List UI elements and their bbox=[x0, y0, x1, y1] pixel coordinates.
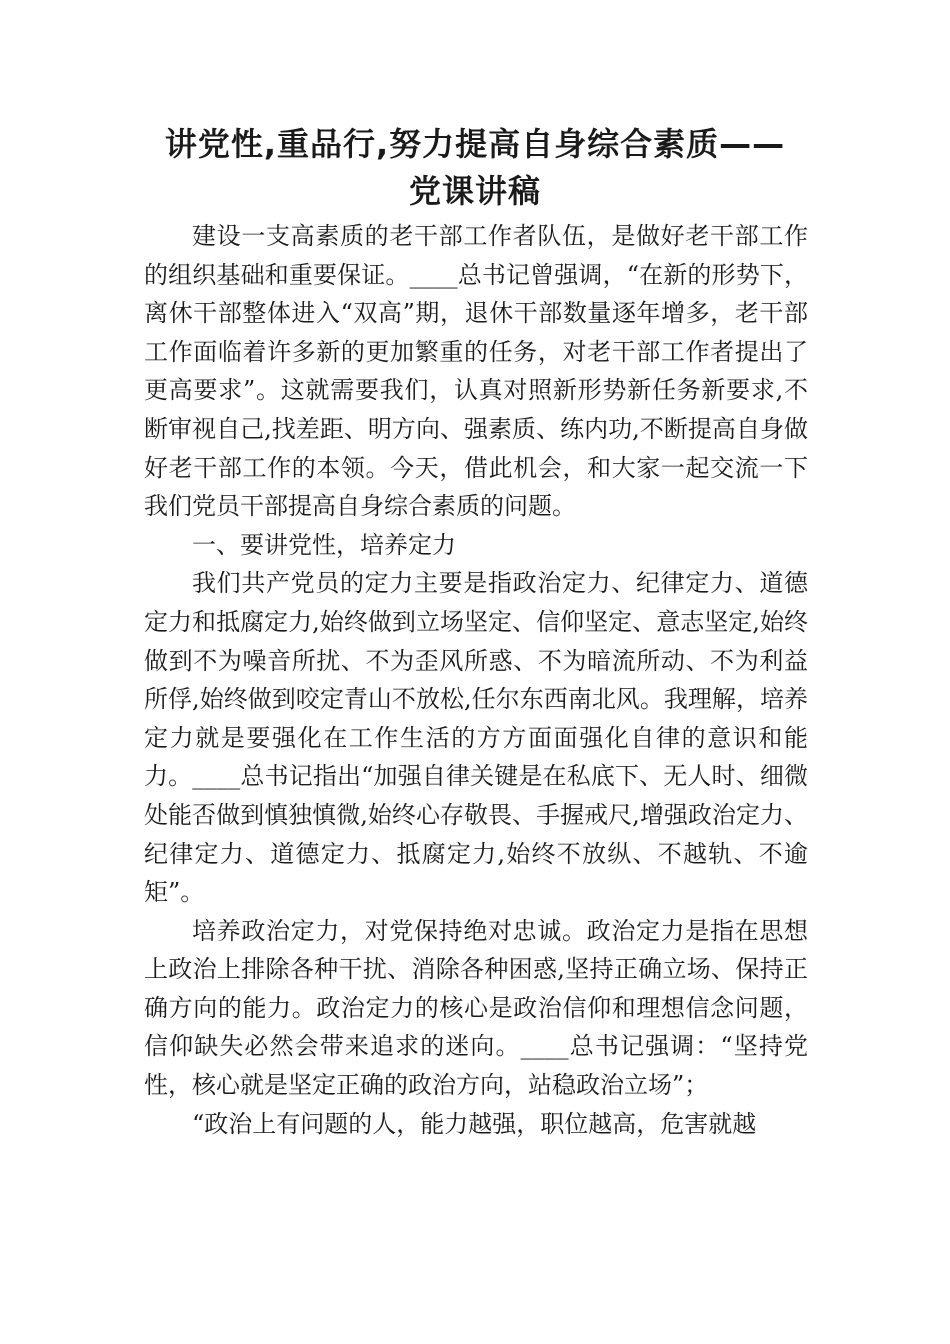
paragraph-intro: 建设一支高素质的老干部工作者队伍，是做好老干部工作的组织基础和重要保证。____总书记曾强调，“在新的形势下，离休干部整体进入“双高”期，退休干部数量逐年增多，老干部工作面临着许多新的更加繁重的任务，对老干部工作者提出了更高要求”。这就需要我们，认真对照新形势新任务新要求,不断审视自己,找差距、明方向、强素质、练内功,不断提高自身做好老干部工作的本领。今天，借此机会，和大家一起交流一下我们党员干部提高自身综合素质的问题。 bbox=[144, 222, 808, 521]
paragraph-quote: “政治上有问题的人，能力越强，职位越高，危害就越 bbox=[192, 1109, 757, 1138]
document-title-line2: 党课讲稿 bbox=[408, 172, 541, 210]
paragraph-dingli: 我们共产党员的定力主要是指政治定力、纪律定力、道德定力和抵腐定力,始终做到立场坚定、信仰坚定、意志坚定,始终做到不为噪音所扰、不为歪风所惑、不为暗流所动、不为利益所俘,始终做到咬定青山不放松,任尔东西南北风。我理解，培养定力就是要强化在工作生活的方方面面强化自律的意识和能力。____总书记指出“加强自律关键是在私底下、无人时、细微处能否做到慎独慎微,始终心存敬畏、手握戒尺,增强政治定力、纪律定力、道德定力、抵腐定力,始终不放纵、不越轨、不逾矩”。 bbox=[144, 569, 808, 907]
paragraph-political-dingli: 培养政治定力，对党保持绝对忠诚。政治定力是指在思想上政治上排除各种干扰、消除各种困惑,坚持正确立场、保持正确方向的能力。政治定力的核心是政治信仰和理想信念问题，信仰缺失必然会带来追求的迷向。____总书记强调：“坚持党性，核心就是坚定正确的政治方向，站稳政治立场”； bbox=[144, 916, 808, 1100]
document-title-line1: 讲党性,重品行,努力提高自身综合素质—— bbox=[164, 125, 786, 163]
section-heading-1: 一、要讲党性，培养定力 bbox=[192, 530, 456, 559]
document-body bbox=[144, 217, 808, 1143]
